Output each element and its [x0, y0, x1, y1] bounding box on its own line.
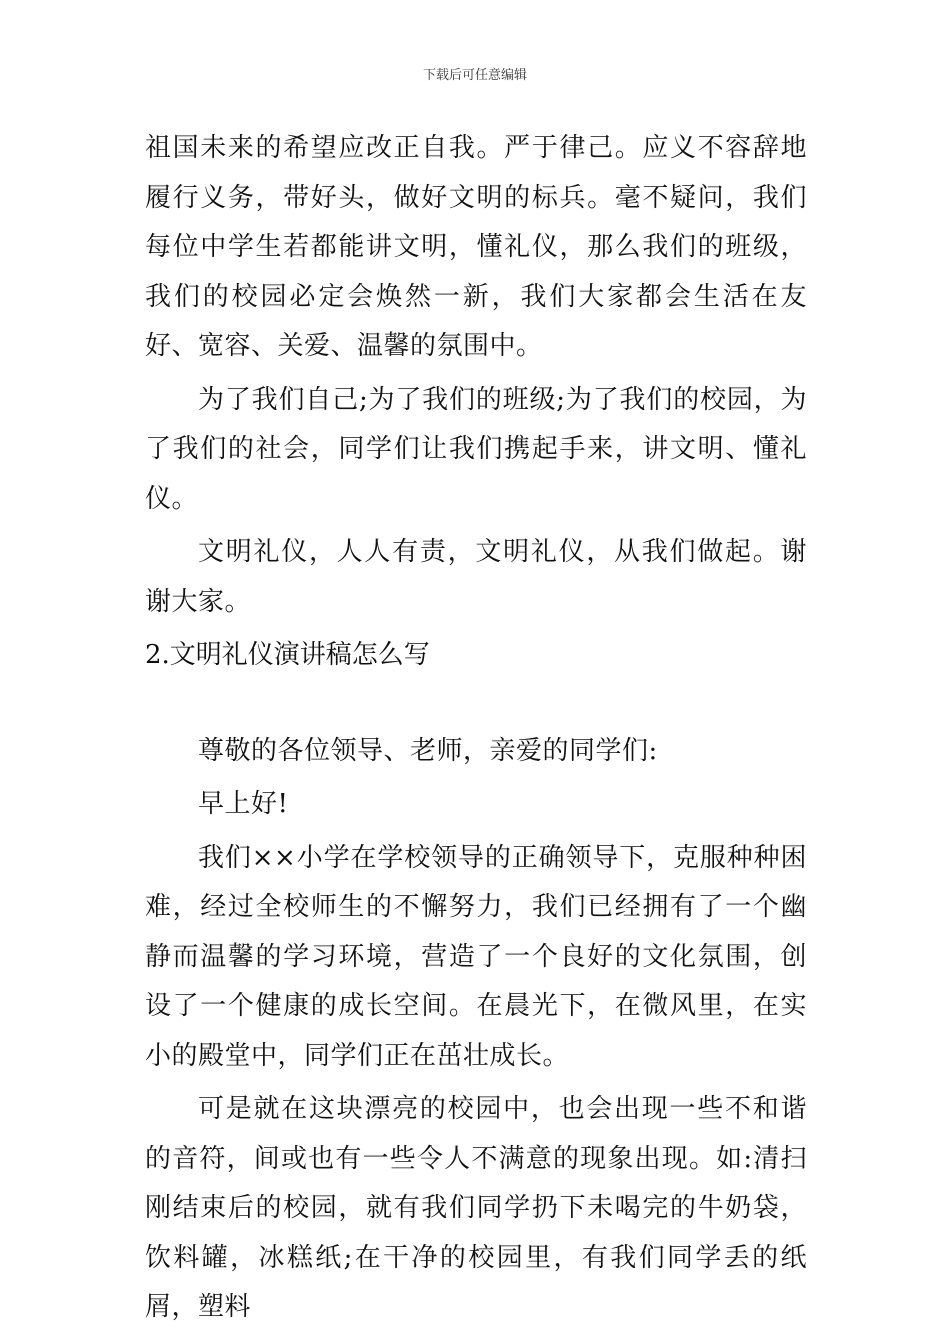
paragraph: 早上好! — [198, 789, 289, 819]
paragraph: 祖国未来的希望应改正自我。严于律己。应义不容辞地履行义务，带好头，做好文明的标兵。毫不疑问，我们每位中学生若都能讲文明，懂礼仪，那么我们的班级，我们的校园必定会焕然一新，我们大家都会生活在友好、宽容、关爱、温馨的氛围中。 — [145, 133, 807, 361]
paragraph: 为了我们自己;为了我们的班级;为了我们的校园，为了我们的社会，同学们让我们携起手来，讲文明、懂礼仪。 — [145, 384, 807, 514]
paragraph: 文明礼仪，人人有责，文明礼仪，从我们做起。谢谢大家。 — [145, 537, 807, 617]
paragraph: 尊敬的各位领导、老师，亲爱的同学们: — [198, 735, 658, 766]
blank-line — [145, 681, 807, 727]
paragraph: 我们××小学在学校领导的正确领导下，克服种种困难，经过全校师生的不懈努力，我们已经拥有了一个幽静而温馨的学习环境，营造了一个良好的文化氛围，创设了一个健康的成长空间。在晨光下，在微风里，在实小的殿堂中，同学们正在茁壮成长。 — [145, 842, 807, 1071]
page-header-note: 下载后可任意编辑 — [422, 68, 527, 83]
document-body — [145, 124, 807, 1337]
section-heading: 2.文明礼仪演讲稿怎么写 — [145, 640, 430, 670]
paragraph: 可是就在这块漂亮的校园中，也会出现一些不和谐的音符，间或也有一些令人不满意的现象出现。如:清扫刚结束后的校园，就有我们同学扔下未喝完的牛奶袋，饮料罐，冰糕纸;在干净的校园里，有我们同学丢的纸屑，塑料 — [145, 1094, 807, 1322]
